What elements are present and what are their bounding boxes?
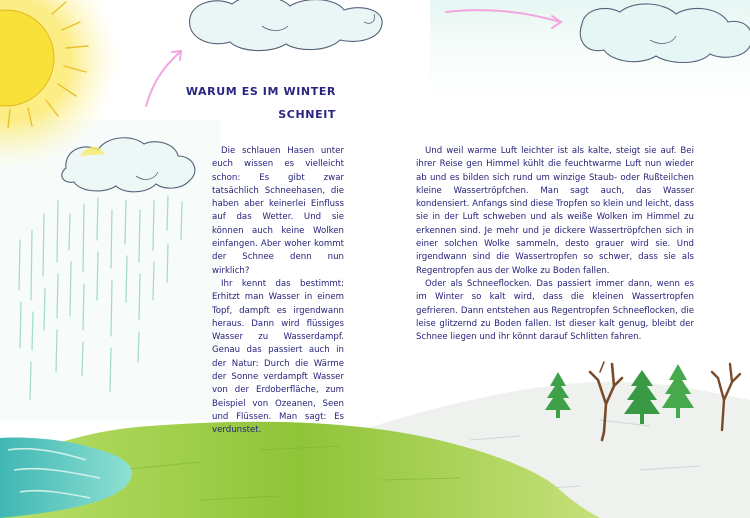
page-title-line-2: SCHNEIT [278, 108, 336, 121]
paragraph: Oder als Schneeflocken. Das passiert immer dann, wenn es im Winter so kalt wird, dass die kleinen Wassertropfen gefrieren. Dann entstehen aus Regentropfen Schneeflocken, die leise glitzernd zu Boden fallen. Ist dieser kalt genug, bleibt der Schnee liegen und ihr könnt darauf Schlitten fahren. [416, 278, 694, 343]
right-text-column [416, 145, 694, 344]
paragraph: Und weil warme Luft leichter ist als kalte, steigt sie auf. Bei ihrer Reise gen Himmel kühlt die feuchtwarme Luft nun wieder ab und es bilden sich rund um winzige Staub- oder Rußteilchen kleine Wassertröpfchen. Man sagt auch, das Wasser kondensiert. Anfangs sind diese Tropfen so klein und leicht, dass sie in der Luft schweben und als weiße Wolken im Himmel zu erkennen sind. Je mehr und je dickere Wassertröpfchen sich in einer solchen Wolke sammeln, desto grauer wird sie. Und irgendwann sind die Wassertropfen so schwer, dass sie als Regentropfen aus der Wolke zu Boden fallen. [416, 146, 694, 276]
paragraph: Ihr kennt das bestimmt: Erhitzt man Wasser in einem Topf, dampft es irgendwann heraus. Dann wird flüssiges Wasser zu Wasserdampf. Genau das passiert auch in der Natur: Durch die Wärme der Sonne verdampft Wasser von der Erdoberfläche, zum Beispiel von Ozeanen, Seen und Flüssen. Man sagt: Es verdunstet. [212, 278, 344, 436]
cloud-icon [190, 0, 383, 51]
page-title-line-1: WARUM ES IM WINTER [185, 85, 336, 98]
page-title [176, 80, 336, 126]
paragraph: Die schlauen Hasen unter euch wissen es vielleicht schon: Es gibt zwar tatsächlich Schneehasen, die haben aber keinerlei Einfluss auf das Wetter. Und sie können auch keine Wolken einfangen. Aber woher kommt der Schnee denn nun wirklich? [212, 146, 344, 276]
left-text-column [212, 145, 344, 438]
